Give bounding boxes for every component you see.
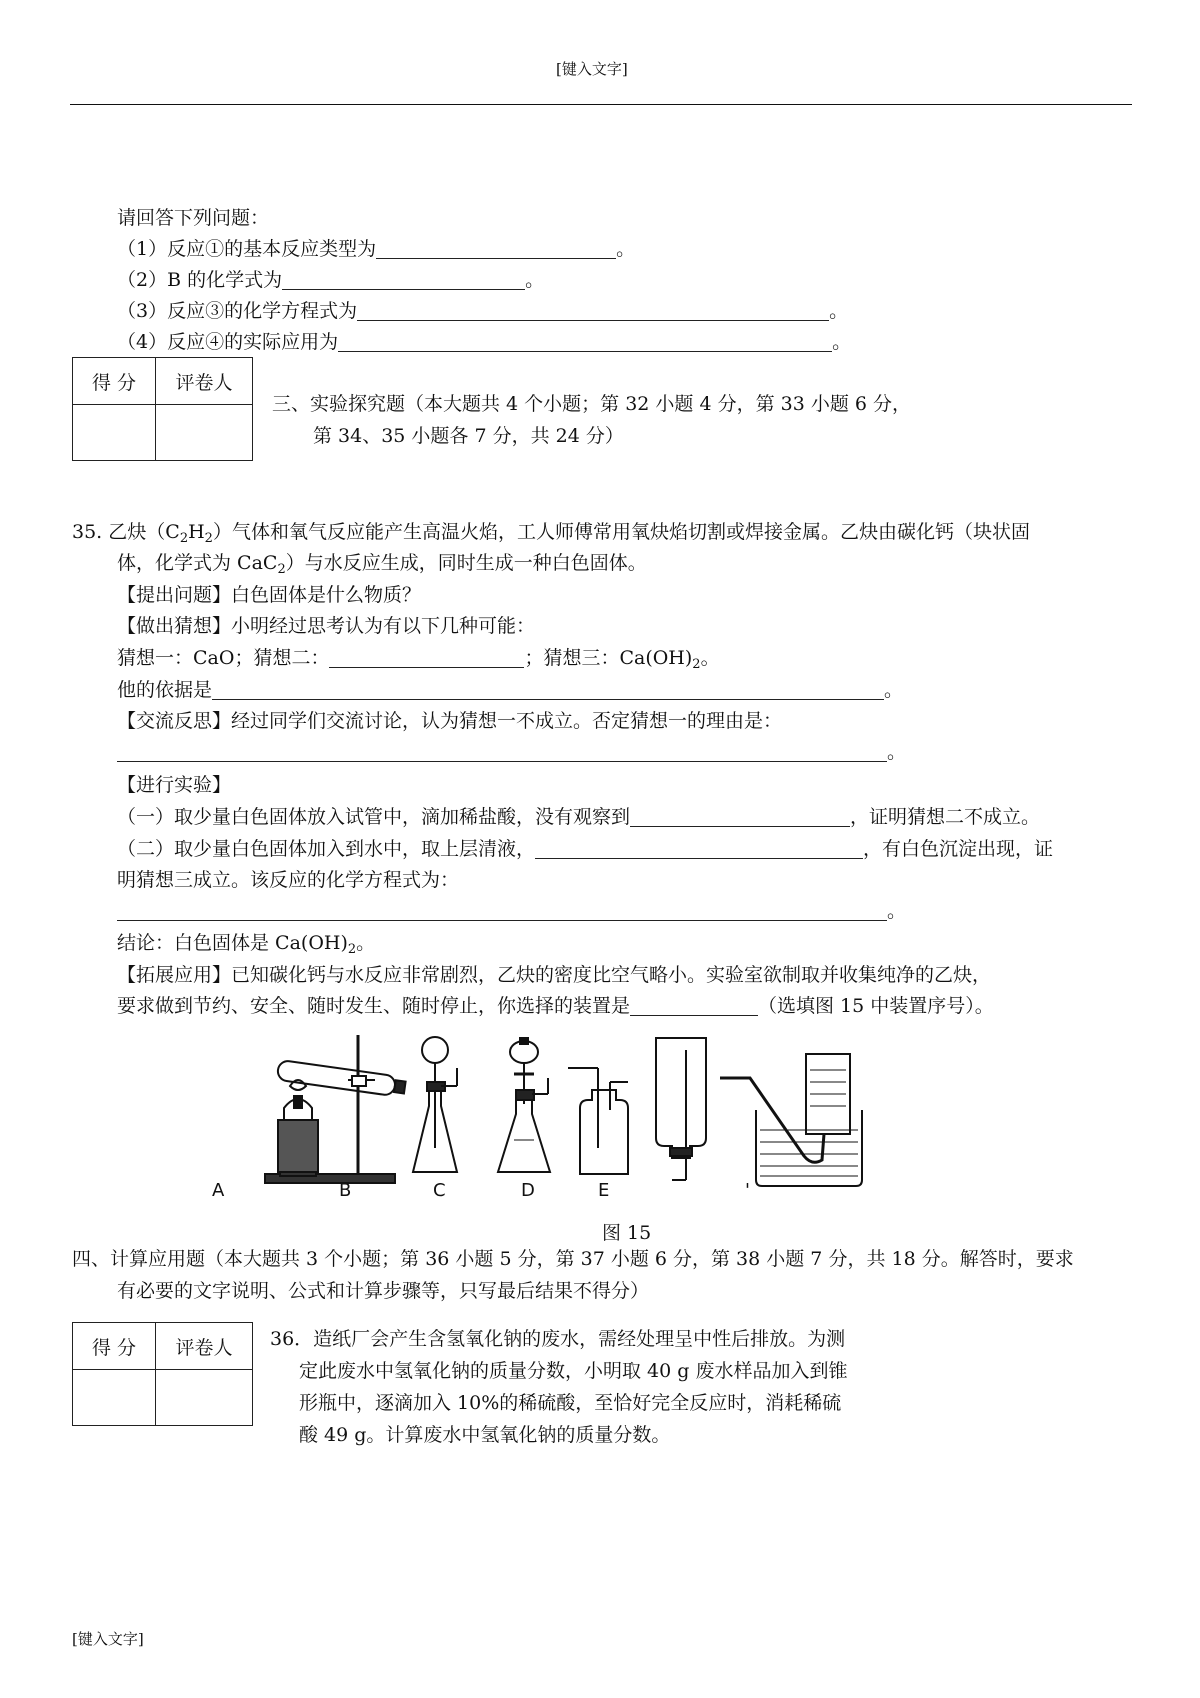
q35-subscript: 2: [692, 657, 701, 672]
answer-blank-4[interactable]: [338, 331, 832, 352]
q35-text: ）气体和氧气反应能产生高温火焰，工人师傅常用氧炔焰切割或焊接金属。乙炔由碳化钙（块状固: [212, 521, 1030, 543]
q31-item-3-label: （3）反应③的化学方程式为: [117, 300, 358, 322]
reflect-blank[interactable]: [117, 741, 887, 762]
section4-heading-line1: 四、计算应用题（本大题共 3 个小题；第 36 小题 5 分，第 37 小题 6 分，第 38 小题 7 分，共 18 分。解答时，要求: [72, 1248, 1074, 1270]
q35-text: 体，化学式为 CaC: [117, 552, 278, 574]
answer-blank-2[interactable]: [282, 269, 525, 290]
q35-subscript: 2: [204, 531, 213, 546]
q31-item-3-end: 。: [829, 300, 849, 322]
q35-question: 【提出问题】白色固体是什么物质？: [117, 584, 422, 606]
q35-text: H: [188, 521, 205, 543]
q36-line3: 形瓶中，逐滴加入 10%的稀硫酸，至恰好完全反应时，消耗稀硫: [299, 1392, 842, 1414]
section3-heading-line1: 三、实验探究题（本大题共 4 个小题；第 32 小题 4 分，第 33 小题 6 分，: [272, 393, 912, 415]
apparatus-d: [498, 1038, 550, 1172]
q35-guesses: [117, 643, 720, 673]
q35-ext1: 【拓展应用】已知碳化钙与水反应非常剧烈，乙炔的密度比空气略小。实验室欲制取并收集纯净的乙炔，: [117, 964, 992, 986]
apparatus-g: [720, 1054, 862, 1186]
q36-line4: 酸 49 g。计算废水中氢氧化钠的质量分数。: [299, 1424, 671, 1446]
q35-subscript: 2: [179, 531, 189, 546]
apparatus-figure: [260, 1030, 950, 1190]
score-header: 得 分: [73, 1323, 156, 1370]
grader-header: 评卷人: [156, 1323, 253, 1370]
figure-label-b: B: [339, 1180, 352, 1201]
q31-item-1-label: （1）反应①的基本反应类型为: [117, 238, 377, 260]
q35-text: 。: [700, 647, 720, 669]
q31-item-4: [117, 327, 851, 357]
score-table-section4: [72, 1322, 253, 1426]
header-rule: [70, 104, 1132, 105]
q35-text: 乙炔（C: [108, 521, 180, 543]
q35-ext2: [117, 991, 994, 1021]
apparatus-c: [413, 1037, 457, 1172]
section3-heading-line2: 第 34、35 小题各 7 分，共 24 分）: [313, 425, 624, 447]
equation-blank[interactable]: [117, 900, 887, 921]
q31-item-2-label: （2）B 的化学式为: [117, 269, 283, 291]
q35-conclusion: [117, 928, 375, 958]
q35-text: 。: [887, 900, 907, 922]
q35-reflect: 【交流反思】经过同学们交流讨论，认为猜想一不成立。否定猜想一的理由是：: [117, 710, 783, 732]
q31-intro: 请回答下列问题：: [117, 207, 270, 229]
page-footer: [键入文字]: [72, 1630, 144, 1648]
figure-label-d: D: [521, 1180, 535, 1201]
q36-line2: 定此废水中氢氧化钠的质量分数，小明取 40 g 废水样品加入到锥: [299, 1360, 848, 1382]
q35-exp1: [117, 802, 1040, 832]
q31-item-4-label: （4）反应④的实际应用为: [117, 331, 339, 353]
grader-cell[interactable]: [156, 405, 253, 461]
section4-heading-line2: 有必要的文字说明、公式和计算步骤等，只写最后结果不得分）: [117, 1280, 650, 1302]
apparatus-e: [568, 1068, 628, 1174]
q36-line1: 36．造纸厂会产生含氢氧化钠的废水，需经处理呈中性后排放。为测: [270, 1328, 846, 1350]
q35-text: ，证明猜想二不成立。: [850, 806, 1041, 828]
figure-label-c: C: [433, 1180, 446, 1201]
q35-text: 他的依据是: [117, 679, 213, 701]
q35-text: （二）取少量白色固体加入到水中，取上层清液，: [117, 838, 536, 860]
figure-label-mark: ': [745, 1180, 750, 1201]
answer-blank-3[interactable]: [357, 300, 829, 321]
q31-item-4-end: 。: [832, 331, 852, 353]
q35-subscript: 2: [347, 942, 357, 957]
apparatus-blank[interactable]: [630, 995, 758, 1016]
q31-item-1-end: 。: [616, 238, 636, 260]
answer-blank-1[interactable]: [376, 238, 616, 259]
q35-text: 。: [356, 932, 376, 954]
grader-header: 评卷人: [156, 358, 253, 405]
q35-line2: [117, 548, 647, 578]
q31-item-3: [117, 296, 848, 326]
score-cell[interactable]: [73, 1370, 156, 1426]
q31-item-2: [117, 265, 544, 295]
q35-exp-title: 【进行实验】: [117, 774, 232, 796]
q31-item-2-end: 。: [525, 269, 545, 291]
q35-text: 。: [887, 741, 907, 763]
q35-guess-intro: 【做出猜想】小明经过思考认为有以下几种可能：: [117, 615, 536, 637]
q35-text: 猜想一：CaO；猜想二：: [117, 647, 330, 669]
q35-number: 35.: [72, 521, 103, 543]
apparatus-f: [656, 1038, 706, 1180]
figure-label-e: E: [598, 1180, 610, 1201]
exp1-blank[interactable]: [630, 806, 850, 827]
figure-caption: 图 15: [602, 1222, 652, 1244]
q35-text: 要求做到节约、安全、随时发生、随时停止，你选择的装置是: [117, 995, 631, 1017]
figure-label-a: A: [212, 1180, 225, 1201]
guess-two-blank[interactable]: [329, 647, 524, 668]
grader-cell[interactable]: [156, 1370, 253, 1426]
q35-reflect-answer: [117, 737, 906, 767]
score-header: 得 分: [73, 358, 156, 405]
q35-text: 。: [884, 679, 904, 701]
q35-text: ，有白色沉淀出现，证: [863, 838, 1054, 860]
basis-blank[interactable]: [212, 679, 884, 700]
q35-text: （选填图 15 中装置序号）。: [758, 995, 994, 1017]
q35-text: ）与水反应生成，同时生成一种白色固体。: [285, 552, 647, 574]
q35-exp2: [117, 834, 1053, 864]
q35-subscript: 2: [277, 562, 286, 577]
q35-exp2-cont: 明猜想三成立。该反应的化学方程式为：: [117, 869, 460, 891]
q31-item-1: [117, 234, 635, 264]
q35-text: ；猜想三：Ca(OH): [524, 647, 693, 669]
q35-line1: [72, 517, 1030, 547]
page-header: [键入文字]: [556, 60, 628, 78]
q35-basis: [117, 675, 903, 705]
score-table-section3: [72, 357, 253, 461]
score-cell[interactable]: [73, 405, 156, 461]
q35-text: （一）取少量白色固体放入试管中，滴加稀盐酸，没有观察到: [117, 806, 631, 828]
exp2-blank[interactable]: [535, 838, 863, 859]
apparatus-a-b: [265, 1035, 406, 1183]
q35-equation-line: [117, 896, 906, 926]
q35-text: 结论：白色固体是 Ca(OH): [117, 932, 348, 954]
